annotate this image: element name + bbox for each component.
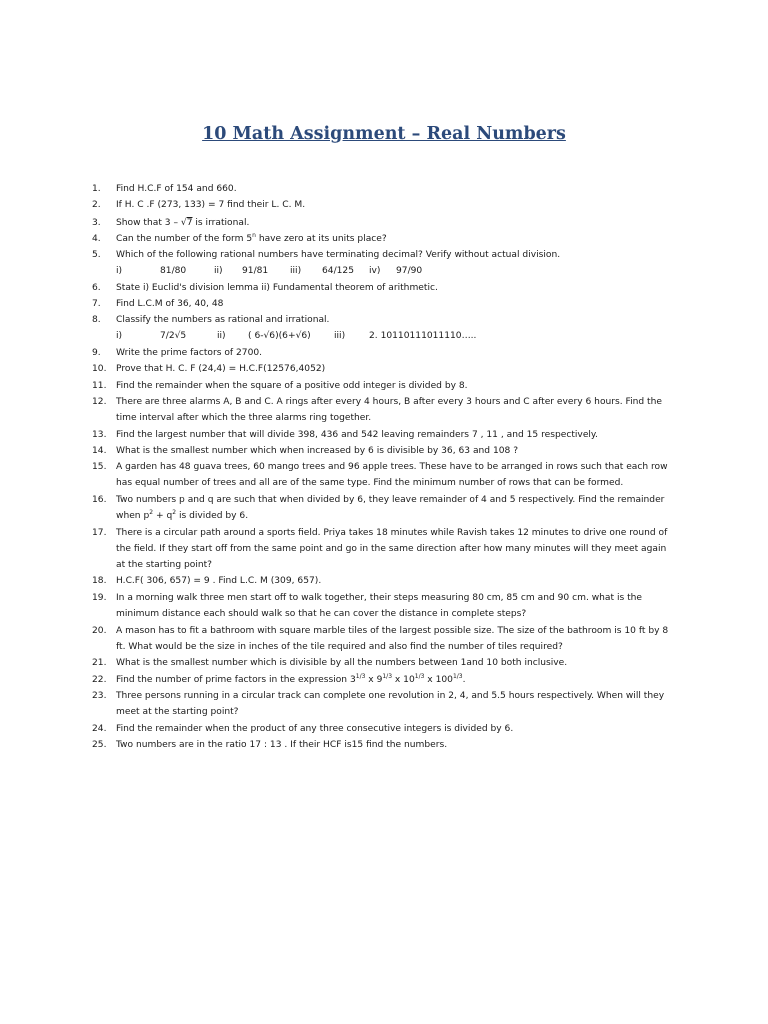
question-text: State i) Euclid's division lemma ii) Fundamental theorem of arithmetic.: [116, 283, 438, 293]
question-number: 23.: [92, 691, 107, 701]
question-number: 24.: [92, 724, 107, 734]
question-text: Two numbers p and q are such that when divided by 6, they leave remainder of 4 and 5 respectively. Find the remainder: [116, 495, 665, 505]
question-number: 22.: [92, 675, 107, 685]
question-number: 16.: [92, 495, 107, 505]
question-text: Find H.C.F of 154 and 660.: [116, 184, 237, 194]
question-number: 14.: [92, 446, 107, 456]
question-number: 6.: [92, 283, 101, 293]
question-text: There is a circular path around a sports field. Priya takes 18 minutes while Ravish takes 12 minutes to drive one round of: [116, 528, 668, 538]
question-text: meet at the starting point?: [116, 707, 239, 717]
option-label: iv): [369, 266, 381, 276]
question-text: Find the remainder when the product of any three consecutive integers is divided by 6.: [116, 724, 514, 734]
question-number: 4.: [92, 234, 101, 244]
question-number: 19.: [92, 593, 107, 603]
question-number: 2.: [92, 200, 101, 210]
option-label: i): [116, 331, 123, 341]
question-text: Classify the numbers as rational and irrational.: [116, 315, 330, 325]
question-text: If H. C .F (273, 133) = 7 find their L. C. M.: [116, 200, 306, 210]
question-text: Two numbers are in the ratio 17 : 13 . If their HCF is15 find the numbers.: [116, 740, 448, 750]
question-text: Find the largest number that will divide 398, 436 and 542 leaving remainders 7 , 11 , and 15 respectively.: [116, 430, 598, 440]
question-text: There are three alarms A, B and C. A rings after every 4 hours, B after every 3 hours and C after every 6 hours. Find the: [116, 397, 662, 407]
question-text: Write the prime factors of 2700.: [116, 348, 263, 358]
question-number: 15.: [92, 462, 107, 472]
question-number: 11.: [92, 381, 107, 391]
question-number: 20.: [92, 626, 107, 636]
question-text: at the starting point?: [116, 560, 212, 570]
question-text: Three persons running in a circular track can complete one revolution in 2, 4, and 5.5 hours respectively. When will they: [116, 691, 665, 701]
question-number: 1.: [92, 184, 101, 194]
question-text: the field. If they start off from the same point and go in the same direction after how many minutes will they meet again: [116, 544, 667, 554]
page-title: 10 Math Assignment – Real Numbers: [202, 124, 566, 144]
option-value: 7/2√5: [160, 331, 187, 341]
option-value: 64/125: [322, 266, 354, 276]
question-text: minimum distance each should walk so that he can cover the distance in complete steps?: [116, 609, 527, 619]
question-number: 13.: [92, 430, 107, 440]
question-text: Find the number of prime factors in the expression $3^{1/3}$ x $9^{1/3}$ x $10^{1/3}$ x $100^{1/3}$.: [116, 672, 466, 685]
option-value: 81/80: [160, 266, 187, 276]
question-text: time interval after which the three alarms ring together.: [116, 413, 372, 423]
option-value: 2. 10110111011110…..: [369, 331, 477, 341]
question-number: 18.: [92, 576, 107, 586]
question-number: 17.: [92, 528, 107, 538]
option-label: iii): [290, 266, 302, 276]
question-text: ft. What would be the size in inches of the tile required and also find the number of tiles required?: [116, 642, 563, 652]
question-number: 12.: [92, 397, 107, 407]
question-text: Show that 3 – √7 is irrational.: [116, 218, 250, 228]
question-number: 7.: [92, 299, 101, 309]
question-text: A garden has 48 guava trees, 60 mango trees and 96 apple trees. These have to be arranged in rows such that each row: [116, 462, 668, 472]
question-number: 8.: [92, 315, 101, 325]
question-text: Can the number of the form 5$^n$ have zero at its units place?: [116, 231, 387, 244]
question-text: when $p^2 + q^2$ is divided by 6.: [116, 508, 249, 521]
question-text: Find L.C.M of 36, 40, 48: [116, 299, 224, 309]
option-value: ( 6-√6)(6+√6): [248, 331, 311, 341]
question-number: 10.: [92, 364, 107, 374]
question-text: Find the remainder when the square of a positive odd integer is divided by 8.: [116, 381, 468, 391]
option-label: i): [116, 266, 123, 276]
option-label: ii): [214, 266, 223, 276]
question-text: has equal number of trees and all are of the same type. Find the minimum number of rows that can be formed.: [116, 478, 624, 488]
question-text: In a morning walk three men start off to walk together, their steps measuring 80 cm, 85 cm and 90 cm. what is the: [116, 593, 643, 603]
question-text: Which of the following rational numbers have terminating decimal? Verify without actual division.: [116, 250, 561, 260]
option-value: 97/90: [396, 266, 423, 276]
option-value: 91/81: [242, 266, 269, 276]
question-text: What is the smallest number which is divisible by all the numbers between 1and 10 both inclusive.: [116, 658, 568, 668]
question-number: 21.: [92, 658, 107, 668]
question-text: Prove that H. C. F (24,4) = H.C.F(12576,4052): [116, 364, 326, 374]
question-number: 5.: [92, 250, 101, 260]
question-text: A mason has to fit a bathroom with square marble tiles of the largest possible size. The size of the bathroom is 10 ft by 8: [116, 626, 669, 636]
question-number: 3.: [92, 218, 101, 228]
question-number: 25.: [92, 740, 107, 750]
question-text: H.C.F( 306, 657) = 9 . Find L.C. M (309, 657).: [116, 576, 322, 586]
question-number: 9.: [92, 348, 101, 358]
question-text: What is the smallest number which when increased by 6 is divisible by 36, 63 and 108 ?: [116, 446, 519, 456]
option-label: iii): [334, 331, 346, 341]
option-label: ii): [217, 331, 226, 341]
